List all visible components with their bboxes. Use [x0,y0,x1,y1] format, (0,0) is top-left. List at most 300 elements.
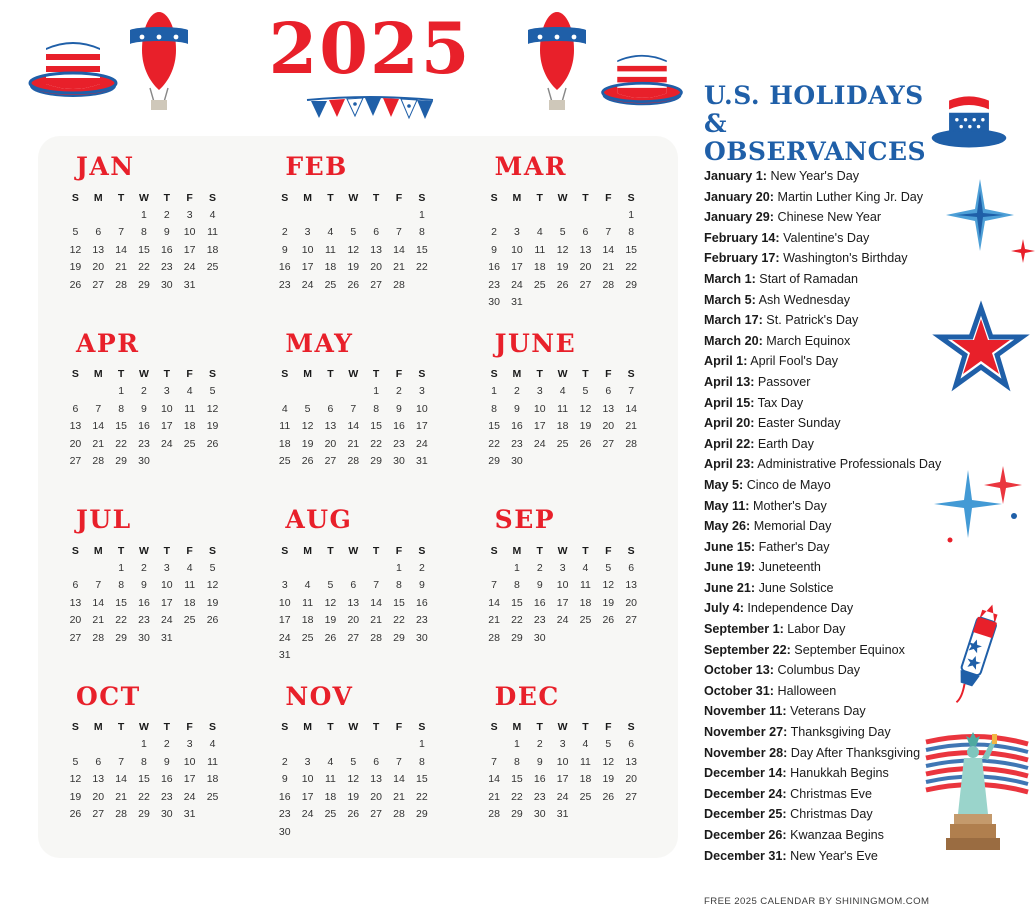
day-cell[interactable]: 7 [373,579,380,592]
day-cell[interactable]: 27 [69,631,82,644]
day-cell[interactable]: 21 [370,614,382,627]
day-cell[interactable]: 5 [327,579,334,592]
day-cell[interactable]: 28 [393,278,405,291]
day-cell[interactable]: 29 [138,278,150,291]
day-cell[interactable]: 19 [301,437,314,450]
day-cell[interactable]: 29 [416,808,428,821]
day-cell[interactable]: 4 [327,755,334,768]
day-cell[interactable]: 18 [324,790,337,803]
day-cell[interactable]: 9 [536,755,543,768]
day-cell[interactable]: 30 [416,631,428,644]
day-cell[interactable]: 20 [625,596,638,609]
day-cell[interactable]: 13 [579,243,592,256]
day-cell[interactable]: 12 [206,579,219,592]
day-cell[interactable]: 31 [511,296,523,309]
day-cell[interactable]: 22 [625,261,638,274]
day-cell[interactable]: 11 [534,243,546,256]
day-cell[interactable]: 27 [602,437,615,450]
day-cell[interactable]: 10 [533,402,546,415]
day-cell[interactable]: 11 [184,402,196,415]
day-cell[interactable]: 17 [556,596,569,609]
day-cell[interactable]: 26 [602,790,615,803]
day-cell[interactable]: 30 [488,296,500,309]
day-cell[interactable]: 22 [416,790,428,803]
day-cell[interactable]: 17 [511,261,523,274]
day-cell[interactable]: 20 [370,790,382,803]
day-cell[interactable]: 11 [184,579,196,592]
day-cell[interactable]: 24 [533,437,546,450]
day-cell[interactable]: 30 [533,808,546,821]
day-cell[interactable]: 5 [304,402,311,415]
day-cell[interactable]: 23 [488,278,500,291]
day-cell[interactable]: 22 [416,261,428,274]
day-cell[interactable]: 12 [206,402,219,415]
day-cell[interactable]: 13 [92,773,105,786]
day-cell[interactable]: 10 [556,579,569,592]
day-cell[interactable]: 1 [141,208,147,221]
day-cell[interactable]: 27 [625,614,638,627]
day-cell[interactable]: 6 [95,226,102,239]
day-cell[interactable]: 18 [183,420,196,433]
day-cell[interactable]: 13 [370,773,382,786]
day-cell[interactable]: 24 [160,614,173,627]
day-cell[interactable]: 1 [373,385,380,398]
day-cell[interactable]: 3 [186,208,193,221]
day-cell[interactable]: 15 [511,596,523,609]
day-cell[interactable]: 15 [115,596,127,609]
day-cell[interactable]: 16 [160,773,173,786]
day-cell[interactable]: 2 [418,561,425,574]
day-cell[interactable]: 10 [160,579,173,592]
day-cell[interactable]: 14 [488,773,500,786]
day-cell[interactable]: 9 [141,402,147,415]
day-cell[interactable]: 5 [605,561,612,574]
day-cell[interactable]: 1 [141,738,147,751]
day-cell[interactable]: 23 [138,614,150,627]
day-cell[interactable]: 12 [579,402,592,415]
day-cell[interactable]: 12 [324,596,337,609]
day-cell[interactable]: 9 [281,243,288,256]
day-cell[interactable]: 22 [511,790,523,803]
day-cell[interactable]: 2 [536,738,543,751]
day-cell[interactable]: 28 [393,808,405,821]
day-cell[interactable]: 28 [92,631,105,644]
day-cell[interactable]: 28 [347,455,360,468]
day-cell[interactable]: 1 [118,385,125,398]
day-cell[interactable]: 30 [160,278,173,291]
day-cell[interactable]: 8 [141,226,147,239]
day-cell[interactable]: 15 [138,243,150,256]
day-cell[interactable]: 30 [160,808,173,821]
day-cell[interactable]: 20 [92,790,105,803]
day-cell[interactable]: 28 [115,278,127,291]
day-cell[interactable]: 16 [138,420,150,433]
day-cell[interactable]: 25 [206,790,219,803]
day-cell[interactable]: 16 [488,261,500,274]
day-cell[interactable]: 16 [533,773,546,786]
day-cell[interactable]: 22 [488,437,500,450]
day-cell[interactable]: 1 [418,208,425,221]
day-cell[interactable]: 7 [95,402,102,415]
day-cell[interactable]: 15 [625,243,638,256]
day-cell[interactable]: 18 [206,773,219,786]
day-cell[interactable]: 6 [628,561,635,574]
day-cell[interactable]: 18 [301,614,314,627]
day-cell[interactable]: 7 [118,755,125,768]
day-cell[interactable]: 3 [304,755,311,768]
day-cell[interactable]: 14 [625,402,638,415]
day-cell[interactable]: 25 [579,614,592,627]
day-cell[interactable]: 25 [533,278,546,291]
day-cell[interactable]: 31 [183,278,196,291]
day-cell[interactable]: 2 [514,385,520,398]
day-cell[interactable]: 4 [582,561,589,574]
day-cell[interactable]: 18 [183,596,196,609]
day-cell[interactable]: 24 [301,278,314,291]
day-cell[interactable]: 6 [582,226,589,239]
day-cell[interactable]: 13 [602,402,615,415]
day-cell[interactable]: 3 [559,561,566,574]
day-cell[interactable]: 16 [393,420,405,433]
day-cell[interactable]: 12 [347,243,360,256]
day-cell[interactable]: 5 [350,226,357,239]
day-cell[interactable]: 2 [163,208,170,221]
day-cell[interactable]: 9 [141,579,147,592]
day-cell[interactable]: 23 [393,437,405,450]
day-cell[interactable]: 5 [582,385,589,398]
day-cell[interactable]: 7 [491,755,497,768]
day-cell[interactable]: 9 [536,579,543,592]
day-cell[interactable]: 1 [514,561,520,574]
day-cell[interactable]: 20 [370,261,382,274]
day-cell[interactable]: 17 [160,420,173,433]
day-cell[interactable]: 19 [206,420,219,433]
day-cell[interactable]: 15 [138,773,150,786]
day-cell[interactable]: 19 [602,773,615,786]
day-cell[interactable]: 19 [347,261,360,274]
day-cell[interactable]: 21 [115,261,127,274]
day-cell[interactable]: 11 [557,402,569,415]
day-cell[interactable]: 14 [602,243,615,256]
day-cell[interactable]: 4 [582,738,589,751]
day-cell[interactable]: 5 [209,561,216,574]
day-cell[interactable]: 14 [92,420,105,433]
day-cell[interactable]: 14 [92,596,105,609]
day-cell[interactable]: 28 [602,278,615,291]
day-cell[interactable]: 18 [324,261,337,274]
day-cell[interactable]: 24 [183,790,196,803]
day-cell[interactable]: 21 [625,420,638,433]
day-cell[interactable]: 25 [556,437,569,450]
day-cell[interactable]: 22 [511,614,523,627]
day-cell[interactable]: 13 [69,596,82,609]
day-cell[interactable]: 23 [511,437,523,450]
day-cell[interactable]: 9 [163,755,170,768]
day-cell[interactable]: 13 [69,420,82,433]
day-cell[interactable]: 15 [511,773,523,786]
day-cell[interactable]: 11 [207,226,218,239]
day-cell[interactable]: 7 [350,402,357,415]
day-cell[interactable]: 9 [396,402,402,415]
day-cell[interactable]: 6 [605,385,612,398]
day-cell[interactable]: 8 [418,755,425,768]
day-cell[interactable]: 14 [115,243,127,256]
day-cell[interactable]: 11 [207,755,218,768]
day-cell[interactable]: 8 [628,226,635,239]
day-cell[interactable]: 8 [396,579,402,592]
day-cell[interactable]: 20 [602,420,615,433]
day-cell[interactable]: 4 [209,208,216,221]
day-cell[interactable]: 11 [279,420,291,433]
day-cell[interactable]: 4 [327,226,334,239]
day-cell[interactable]: 8 [373,402,380,415]
day-cell[interactable]: 21 [488,790,500,803]
day-cell[interactable]: 25 [183,614,196,627]
day-cell[interactable]: 29 [393,631,405,644]
day-cell[interactable]: 15 [416,243,428,256]
day-cell[interactable]: 13 [92,243,105,256]
day-cell[interactable]: 25 [324,278,337,291]
day-cell[interactable]: 27 [92,278,105,291]
day-cell[interactable]: 25 [206,261,219,274]
day-cell[interactable]: 10 [278,596,291,609]
day-cell[interactable]: 17 [533,420,546,433]
day-cell[interactable]: 22 [138,790,150,803]
day-cell[interactable]: 14 [393,243,405,256]
day-cell[interactable]: 31 [556,808,569,821]
day-cell[interactable]: 4 [209,738,216,751]
day-cell[interactable]: 16 [278,261,291,274]
day-cell[interactable]: 14 [393,773,405,786]
day-cell[interactable]: 13 [370,243,382,256]
day-cell[interactable]: 31 [278,649,291,662]
day-cell[interactable]: 20 [324,437,337,450]
day-cell[interactable]: 30 [533,631,546,644]
day-cell[interactable]: 11 [580,755,591,768]
day-cell[interactable]: 14 [347,420,360,433]
day-cell[interactable]: 25 [579,790,592,803]
day-cell[interactable]: 26 [69,808,82,821]
day-cell[interactable]: 15 [416,773,428,786]
day-cell[interactable]: 14 [115,773,127,786]
day-cell[interactable]: 8 [514,579,520,592]
day-cell[interactable]: 3 [559,738,566,751]
day-cell[interactable]: 16 [416,596,428,609]
day-cell[interactable]: 29 [370,455,382,468]
day-cell[interactable]: 17 [416,420,428,433]
day-cell[interactable]: 13 [625,579,638,592]
day-cell[interactable]: 19 [206,596,219,609]
day-cell[interactable]: 15 [488,420,500,433]
day-cell[interactable]: 22 [393,614,405,627]
day-cell[interactable]: 9 [418,579,425,592]
day-cell[interactable]: 17 [278,614,291,627]
day-cell[interactable]: 19 [324,614,337,627]
day-cell[interactable]: 6 [72,402,79,415]
day-cell[interactable]: 8 [418,226,425,239]
day-cell[interactable]: 23 [278,278,291,291]
day-cell[interactable]: 10 [160,402,173,415]
day-cell[interactable]: 24 [301,808,314,821]
day-cell[interactable]: 24 [556,614,569,627]
day-cell[interactable]: 6 [350,579,357,592]
day-cell[interactable]: 7 [396,226,402,239]
day-cell[interactable]: 24 [556,790,569,803]
day-cell[interactable]: 16 [160,243,173,256]
day-cell[interactable]: 22 [370,437,382,450]
day-cell[interactable]: 28 [488,808,500,821]
day-cell[interactable]: 2 [281,755,288,768]
day-cell[interactable]: 10 [183,755,196,768]
day-cell[interactable]: 16 [138,596,150,609]
day-cell[interactable]: 12 [602,755,615,768]
day-cell[interactable]: 24 [160,437,173,450]
day-cell[interactable]: 27 [324,455,337,468]
day-cell[interactable]: 5 [605,738,612,751]
day-cell[interactable]: 23 [138,437,150,450]
day-cell[interactable]: 8 [118,402,125,415]
day-cell[interactable]: 31 [416,455,428,468]
day-cell[interactable]: 10 [301,773,314,786]
day-cell[interactable]: 3 [281,579,288,592]
day-cell[interactable]: 6 [327,402,334,415]
day-cell[interactable]: 12 [301,420,314,433]
day-cell[interactable]: 10 [416,402,428,415]
day-cell[interactable]: 28 [625,437,638,450]
day-cell[interactable]: 25 [301,631,314,644]
day-cell[interactable]: 18 [556,420,569,433]
day-cell[interactable]: 17 [183,243,196,256]
day-cell[interactable]: 3 [163,385,170,398]
day-cell[interactable]: 27 [625,790,638,803]
day-cell[interactable]: 19 [579,420,592,433]
day-cell[interactable]: 23 [160,261,173,274]
day-cell[interactable]: 3 [186,738,193,751]
day-cell[interactable]: 16 [533,596,546,609]
day-cell[interactable]: 18 [579,773,592,786]
day-cell[interactable]: 19 [69,790,82,803]
day-cell[interactable]: 8 [118,579,125,592]
day-cell[interactable]: 26 [556,278,569,291]
day-cell[interactable]: 5 [72,755,79,768]
day-cell[interactable]: 13 [347,596,360,609]
day-cell[interactable]: 28 [370,631,382,644]
day-cell[interactable]: 21 [92,614,105,627]
day-cell[interactable]: 5 [559,226,566,239]
day-cell[interactable]: 23 [416,614,428,627]
day-cell[interactable]: 26 [347,278,360,291]
day-cell[interactable]: 24 [416,437,428,450]
day-cell[interactable]: 21 [92,437,105,450]
day-cell[interactable]: 2 [536,561,543,574]
day-cell[interactable]: 7 [491,579,497,592]
day-cell[interactable]: 6 [72,579,79,592]
day-cell[interactable]: 2 [281,226,288,239]
day-cell[interactable]: 1 [118,561,125,574]
day-cell[interactable]: 23 [160,790,173,803]
day-cell[interactable]: 26 [602,614,615,627]
day-cell[interactable]: 25 [183,437,196,450]
day-cell[interactable]: 31 [183,808,196,821]
day-cell[interactable]: 30 [393,455,405,468]
day-cell[interactable]: 29 [625,278,638,291]
day-cell[interactable]: 1 [628,208,635,221]
day-cell[interactable]: 9 [491,243,497,256]
day-cell[interactable]: 4 [559,385,566,398]
day-cell[interactable]: 25 [278,455,291,468]
day-cell[interactable]: 13 [625,755,638,768]
day-cell[interactable]: 17 [301,261,314,274]
day-cell[interactable]: 12 [556,243,569,256]
day-cell[interactable]: 23 [278,808,291,821]
day-cell[interactable]: 4 [304,579,311,592]
day-cell[interactable]: 15 [370,420,382,433]
day-cell[interactable]: 4 [186,561,193,574]
day-cell[interactable]: 26 [347,808,360,821]
day-cell[interactable]: 20 [92,261,105,274]
day-cell[interactable]: 2 [163,738,170,751]
day-cell[interactable]: 26 [324,631,337,644]
day-cell[interactable]: 8 [514,755,520,768]
day-cell[interactable]: 17 [183,773,196,786]
day-cell[interactable]: 18 [533,261,546,274]
day-cell[interactable]: 6 [95,755,102,768]
day-cell[interactable]: 13 [324,420,337,433]
day-cell[interactable]: 20 [69,437,82,450]
day-cell[interactable]: 26 [301,455,314,468]
day-cell[interactable]: 9 [281,773,288,786]
day-cell[interactable]: 12 [69,773,82,786]
day-cell[interactable]: 24 [511,278,523,291]
day-cell[interactable]: 22 [115,437,127,450]
day-cell[interactable]: 29 [115,631,127,644]
day-cell[interactable]: 2 [141,561,147,574]
day-cell[interactable]: 30 [511,455,523,468]
day-cell[interactable]: 6 [373,755,380,768]
day-cell[interactable]: 25 [324,808,337,821]
day-cell[interactable]: 4 [281,402,288,415]
day-cell[interactable]: 17 [160,596,173,609]
day-cell[interactable]: 23 [533,614,546,627]
day-cell[interactable]: 20 [579,261,592,274]
day-cell[interactable]: 29 [115,455,127,468]
day-cell[interactable]: 26 [69,278,82,291]
day-cell[interactable]: 2 [491,226,497,239]
day-cell[interactable]: 29 [488,455,500,468]
day-cell[interactable]: 9 [163,226,170,239]
day-cell[interactable]: 1 [418,738,425,751]
day-cell[interactable]: 11 [580,579,591,592]
day-cell[interactable]: 20 [347,614,360,627]
day-cell[interactable]: 31 [160,631,173,644]
day-cell[interactable]: 21 [488,614,500,627]
day-cell[interactable]: 10 [183,226,196,239]
day-cell[interactable]: 7 [95,579,102,592]
day-cell[interactable]: 1 [491,385,497,398]
day-cell[interactable]: 6 [628,738,635,751]
day-cell[interactable]: 12 [347,773,360,786]
day-cell[interactable]: 19 [347,790,360,803]
day-cell[interactable]: 3 [304,226,311,239]
day-cell[interactable]: 9 [514,402,520,415]
day-cell[interactable]: 8 [141,755,147,768]
day-cell[interactable]: 20 [69,614,82,627]
day-cell[interactable]: 14 [370,596,382,609]
day-cell[interactable]: 28 [488,631,500,644]
day-cell[interactable]: 11 [324,243,336,256]
day-cell[interactable]: 30 [138,455,150,468]
day-cell[interactable]: 17 [556,773,569,786]
